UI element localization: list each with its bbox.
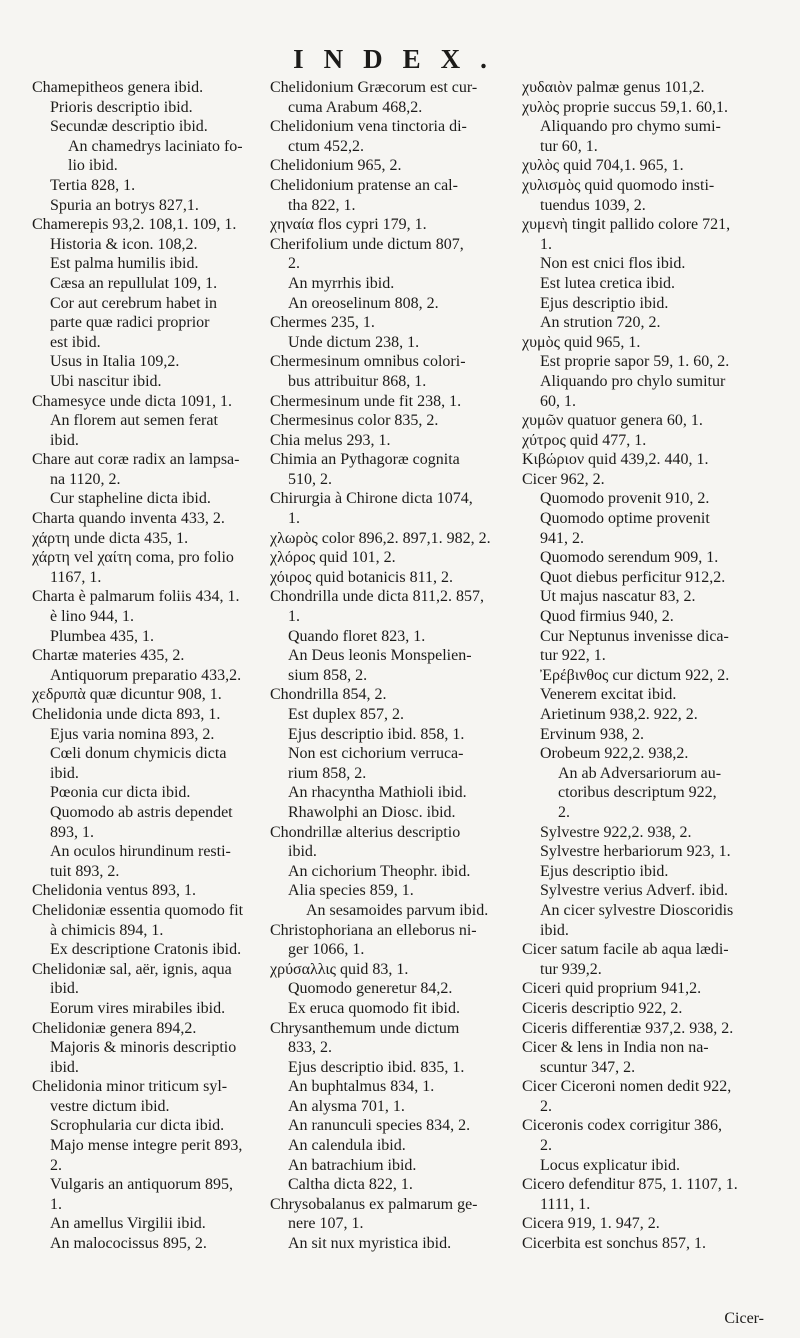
index-entry: Quot diebus perficitur 912,2. — [540, 568, 726, 586]
index-entry: Sylvestre herbariorum 923, 1. — [540, 843, 731, 861]
index-entry: χυμῶν quatuor genera 60, 1. — [522, 412, 703, 430]
index-entry: Usus in Italia 109,2. — [50, 353, 180, 371]
catchword: Cicer- — [724, 1310, 764, 1327]
index-entry: An rhacyntha Mathioli ibid. — [288, 784, 467, 802]
index-entry: Charta quando inventa 433, 2. — [32, 510, 225, 528]
index-entry: Aliquando pro chylo sumitur — [540, 372, 726, 390]
index-entry: Chermesinum unde fit 238, 1. — [270, 392, 462, 410]
index-entry: An malococissus 895, 2. — [50, 1235, 207, 1253]
index-entry: χυλὸς proprie succus 59,1. 60,1. — [522, 98, 728, 116]
index-entry: Secundæ descriptio ibid. — [50, 118, 208, 136]
index-entry: Cæsa an repullulat 109, 1. — [50, 274, 218, 292]
index-entry: Rhawolphi an Diosc. ibid. — [288, 803, 456, 821]
index-entry: Chamerepis 93,2. 108,1. 109, 1. — [32, 216, 237, 234]
index-entry: χυλισμὸς quid quomodo insti- — [522, 176, 715, 194]
index-entry: Est palma humilis ibid. — [50, 255, 199, 273]
index-entry: ibid. — [50, 764, 79, 782]
index-entry: Majo mense integre perit 893, — [50, 1137, 243, 1155]
index-entry: Chamepitheos genera ibid. — [32, 79, 204, 96]
index-entry: Chelidonia unde dicta 893, 1. — [32, 706, 221, 723]
index-entry: Non est cnici flos ibid. — [540, 255, 686, 273]
index-entry: Ejus varia nomina 893, 2. — [50, 725, 215, 743]
index-entry: An ab Adversariorum au- — [558, 764, 722, 782]
index-entry: Antiquorum preparatio 433,2. — [50, 666, 242, 684]
index-entry: χάρτη unde dicta 435, 1. — [32, 529, 189, 547]
index-entry: Cur Neptunus invenisse dica- — [540, 627, 729, 645]
index-entry: tur 922, 1. — [540, 647, 606, 665]
index-entry: rium 858, 2. — [288, 764, 367, 782]
index-entry: Arietinum 938,2. 922, 2. — [540, 706, 698, 723]
index-entry: Ciceris differentiæ 937,2. 938, 2. — [522, 1019, 734, 1037]
index-entry: Cor aut cerebrum habet in — [50, 294, 218, 312]
index-entry: Spuria an botrys 827,1. — [50, 196, 199, 214]
index-entry: Quod firmius 940, 2. — [540, 608, 674, 626]
index-entry: 1111, 1. — [540, 1195, 591, 1213]
index-entry: Est lutea cretica ibid. — [540, 274, 676, 292]
index-entry: Quomodo serendum 909, 1. — [540, 549, 719, 567]
index-entry: Chondrilla 854, 2. — [270, 686, 387, 704]
index-entry: 893, 1. — [50, 823, 94, 841]
index-entry: An calendula ibid. — [288, 1137, 406, 1155]
index-entry: Cicerbita est sonchus 857, 1. — [522, 1235, 706, 1253]
index-entry: Christophoriana an elleborus ni- — [270, 921, 477, 939]
index-entry: χεδρυπὰ quæ dicuntur 908, 1. — [32, 686, 222, 704]
index-entry: tha 822, 1. — [288, 196, 356, 214]
index-entry: An batrachium ibid. — [288, 1156, 417, 1174]
index-entry: Ejus descriptio ibid. 858, 1. — [288, 725, 465, 743]
page-title: INDEX. — [293, 44, 507, 74]
index-entry: Cicer Ciceroni nomen dedit 922, — [522, 1078, 732, 1096]
index-entry: 2. — [558, 803, 570, 821]
index-entry: Chelidoniæ sal, aër, ignis, aqua — [32, 960, 232, 978]
index-entry: Chondrillæ alterius descriptio — [270, 823, 461, 841]
index-entry: Tertia 828, 1. — [50, 176, 136, 194]
index-entry: An Deus leonis Monspelien- — [288, 647, 472, 665]
index-entry: An ranunculi species 834, 2. — [288, 1117, 471, 1135]
index-entry: Sylvestre verius Adverf. ibid. — [540, 882, 728, 900]
index-entry: Κιβώριον quid 439,2. 440, 1. — [522, 451, 709, 469]
index-entry: Est proprie sapor 59, 1. 60, 2. — [540, 353, 730, 371]
index-entry: Chrysanthemum unde dictum — [270, 1019, 460, 1037]
index-entry: An strution 720, 2. — [540, 314, 661, 332]
index-entry: cuma Arabum 468,2. — [288, 98, 423, 116]
index-entry: Ex descriptione Cratonis ibid. — [50, 941, 242, 959]
index-entry: Chelidonia minor triticum syl- — [32, 1078, 228, 1096]
index-entry: 60, 1. — [540, 392, 576, 410]
index-entry: ibid. — [50, 431, 79, 449]
index-entry: ctum 452,2. — [288, 137, 364, 155]
index-entry: est ibid. — [50, 333, 101, 351]
index-entry: ibid. — [540, 921, 569, 939]
index-entry: 833, 2. — [288, 1039, 332, 1057]
index-entry: Chirurgia à Chirone dicta 1074, — [270, 490, 473, 508]
index-entry: An alysma 701, 1. — [288, 1097, 405, 1115]
index-entry: tur 939,2. — [540, 960, 602, 978]
index-entry: Cicera 919, 1. 947, 2. — [522, 1215, 660, 1233]
index-entry: Chelidonium pratense an cal- — [270, 176, 458, 194]
index-entry: ger 1066, 1. — [288, 941, 365, 959]
index-entry: 2. — [288, 255, 300, 273]
index-entry: An sit nux myristica ibid. — [288, 1235, 452, 1253]
index-entry: Non est cichorium verruca- — [288, 745, 464, 763]
index-entry: 1. — [288, 510, 300, 528]
index-entry: χλόρος quid 101, 2. — [270, 549, 396, 567]
index-entry: Ubi nascitur ibid. — [50, 372, 162, 390]
index-entry: Chrysobalanus ex palmarum ge- — [270, 1195, 478, 1213]
index-entry: Chamesyce unde dicta 1091, 1. — [32, 392, 232, 410]
index-entry: Ejus descriptio ibid. — [540, 862, 669, 880]
index-entry: χυμενὴ tingit pallido colore 721, — [522, 216, 731, 234]
index-entry: Ervinum 938, 2. — [540, 725, 644, 743]
index-entry: Chermes 235, 1. — [270, 314, 375, 332]
index-entry: χόιρος quid botanicis 811, 2. — [270, 568, 453, 586]
index-column-2 — [270, 78, 522, 1254]
index-entry: An buphtalmus 834, 1. — [288, 1078, 435, 1096]
index-entry: Charta è palmarum foliis 434, 1. — [32, 588, 240, 606]
index-entry: Chelidoniæ essentia quomodo fit — [32, 901, 244, 919]
index-entry: Quomodo generetur 84,2. — [288, 980, 453, 998]
index-entry: χλωρὸς color 896,2. 897,1. 982, 2. — [270, 529, 491, 547]
index-entry: Orobeum 922,2. 938,2. — [540, 745, 689, 763]
index-entry: 2. — [540, 1137, 552, 1155]
index-entry: Ejus descriptio ibid. — [540, 294, 669, 312]
index-entry: 2. — [50, 1156, 62, 1174]
index-entry: Scrophularia cur dicta ibid. — [50, 1117, 225, 1135]
index-column-3 — [522, 78, 796, 1254]
index-entry: ctoribus descriptum 922, — [558, 784, 717, 802]
index-entry: scuntur 347, 2. — [540, 1058, 636, 1076]
index-entry: Chelidoniæ genera 894,2. — [32, 1019, 197, 1037]
index-entry: nere 107, 1. — [288, 1215, 364, 1233]
index-entry: Ejus descriptio ibid. 835, 1. — [288, 1058, 465, 1076]
index-entry: ibid. — [288, 843, 317, 861]
index-entry: χυμὸς quid 965, 1. — [522, 333, 641, 351]
index-entry: Cur stapheline dicta ibid. — [50, 490, 211, 508]
index-entry: Chelidonium 965, 2. — [270, 157, 402, 175]
index-entry: χηναία flos cypri 179, 1. — [270, 216, 427, 234]
index-entry: Vulgaris an antiquorum 895, — [50, 1176, 234, 1194]
index-entry: Pœonia cur dicta ibid. — [50, 784, 191, 802]
index-entry: ibid. — [50, 980, 79, 998]
index-entry: An cichorium Theophr. ibid. — [288, 862, 471, 880]
index-entry: Aliquando pro chymo sumi- — [540, 118, 721, 136]
index-entry: 1. — [540, 235, 552, 253]
index-entry: tuit 893, 2. — [50, 862, 120, 880]
index-entry: An myrrhis ibid. — [288, 274, 395, 292]
index-entry: Venerem excitat ibid. — [540, 686, 677, 704]
index-entry: Chelidonium vena tinctoria di- — [270, 118, 467, 136]
index-entry: 1. — [50, 1195, 62, 1213]
index-entry: Majoris & minoris descriptio — [50, 1039, 237, 1057]
index-entry: χύτρος quid 477, 1. — [522, 431, 647, 449]
index-entry: ibid. — [50, 1058, 79, 1076]
index-entry: Chare aut coræ radix an lampsa- — [32, 451, 240, 469]
index-entry: 1. — [288, 608, 300, 626]
index-entry: è lino 944, 1. — [50, 608, 134, 626]
index-entry: Ut majus nascatur 83, 2. — [540, 588, 696, 606]
index-entry: vestre dictum ibid. — [50, 1097, 170, 1115]
index-entry: An florem aut semen ferat — [50, 412, 218, 430]
index-entry: Ex eruca quomodo fit ibid. — [288, 999, 460, 1017]
index-entry: Cherifolium unde dictum 807, — [270, 235, 464, 253]
index-entry: Plumbea 435, 1. — [50, 627, 154, 645]
index-column-1 — [32, 78, 272, 1254]
index-entry: Cicer & lens in India non na- — [522, 1039, 709, 1057]
index-entry: Est duplex 857, 2. — [288, 706, 404, 723]
index-entry: Locus explicatur ibid. — [540, 1156, 680, 1174]
index-entry: tur 60, 1. — [540, 137, 598, 155]
index-entry: Prioris descriptio ibid. — [50, 98, 193, 116]
index-entry: Ciceris descriptio 922, 2. — [522, 999, 683, 1017]
index-entry: Eorum vires mirabiles ibid. — [50, 999, 226, 1017]
index-entry: bus attribuitur 868, 1. — [288, 372, 427, 390]
index-entry: Quando floret 823, 1. — [288, 627, 426, 645]
index-entry: Cicero defenditur 875, 1. 1107, 1. — [522, 1176, 738, 1194]
index-entry: 2. — [540, 1097, 552, 1115]
index-entry: χυδαιὸν palmæ genus 101,2. — [522, 79, 705, 96]
index-entry: χυλὸς quid 704,1. 965, 1. — [522, 157, 684, 175]
index-entry: sium 858, 2. — [288, 666, 368, 684]
index-entry: Chermesinum omnibus colori- — [270, 353, 466, 371]
index-entry: Cœli donum chymicis dicta — [50, 745, 227, 763]
index-entry: Ἐρέβινθος cur dictum 922, 2. — [540, 666, 730, 684]
index-entry: à chimicis 894, 1. — [50, 921, 164, 939]
index-entry: Quomodo provenit 910, 2. — [540, 490, 710, 508]
index-entry: An chamedrys laciniato fo- — [68, 137, 243, 155]
index-entry: Chondrilla unde dicta 811,2. 857, — [270, 588, 485, 606]
index-entry: Chelidonium Græcorum est cur- — [270, 79, 478, 96]
index-entry: Sylvestre 922,2. 938, 2. — [540, 823, 692, 841]
index-entry: Quomodo optime provenit — [540, 510, 710, 528]
index-entry: Quomodo ab astris dependet — [50, 803, 233, 821]
index-entry: 1167, 1. — [50, 568, 102, 586]
index-entry: Chia melus 293, 1. — [270, 431, 391, 449]
index-entry: Unde dictum 238, 1. — [288, 333, 420, 351]
index-entry: parte quæ radici proprior — [50, 314, 210, 332]
index-entry: Alia species 859, 1. — [288, 882, 414, 900]
index-entry: An oreoselinum 808, 2. — [288, 294, 439, 312]
index-entry: lio ibid. — [68, 157, 118, 175]
index-entry: An amellus Virgilii ibid. — [50, 1215, 206, 1233]
index-entry: Cicer 962, 2. — [522, 470, 605, 488]
index-entry: χάρτη vel χαίτη coma, pro folio — [32, 549, 234, 567]
index-entry: Chartæ materies 435, 2. — [32, 647, 185, 665]
index-entry: Chimia an Pythagoræ cognita — [270, 451, 460, 469]
index-entry: Caltha dicta 822, 1. — [288, 1176, 413, 1194]
index-entry: Ciceri quid proprium 941,2. — [522, 980, 702, 998]
index-entry: Chermesinus color 835, 2. — [270, 412, 439, 430]
index-entry: na 1120, 2. — [50, 470, 121, 488]
index-entry: Ciceronis codex corrigitur 386, — [522, 1117, 722, 1135]
index-entry: 510, 2. — [288, 470, 332, 488]
index-entry: Historia & icon. 108,2. — [50, 235, 198, 253]
index-entry: Cicer satum facile ab aqua lædi- — [522, 941, 729, 959]
index-entry: χρύσαλλις quid 83, 1. — [270, 960, 409, 978]
index-entry: An cicer sylvestre Dioscoridis — [540, 901, 734, 919]
index-entry: Chelidonia ventus 893, 1. — [32, 882, 196, 900]
index-entry: 941, 2. — [540, 529, 584, 547]
index-entry: tuendus 1039, 2. — [540, 196, 646, 214]
index-entry: An sesamoides parvum ibid. — [306, 901, 489, 919]
index-entry: An oculos hirundinum resti- — [50, 843, 231, 861]
